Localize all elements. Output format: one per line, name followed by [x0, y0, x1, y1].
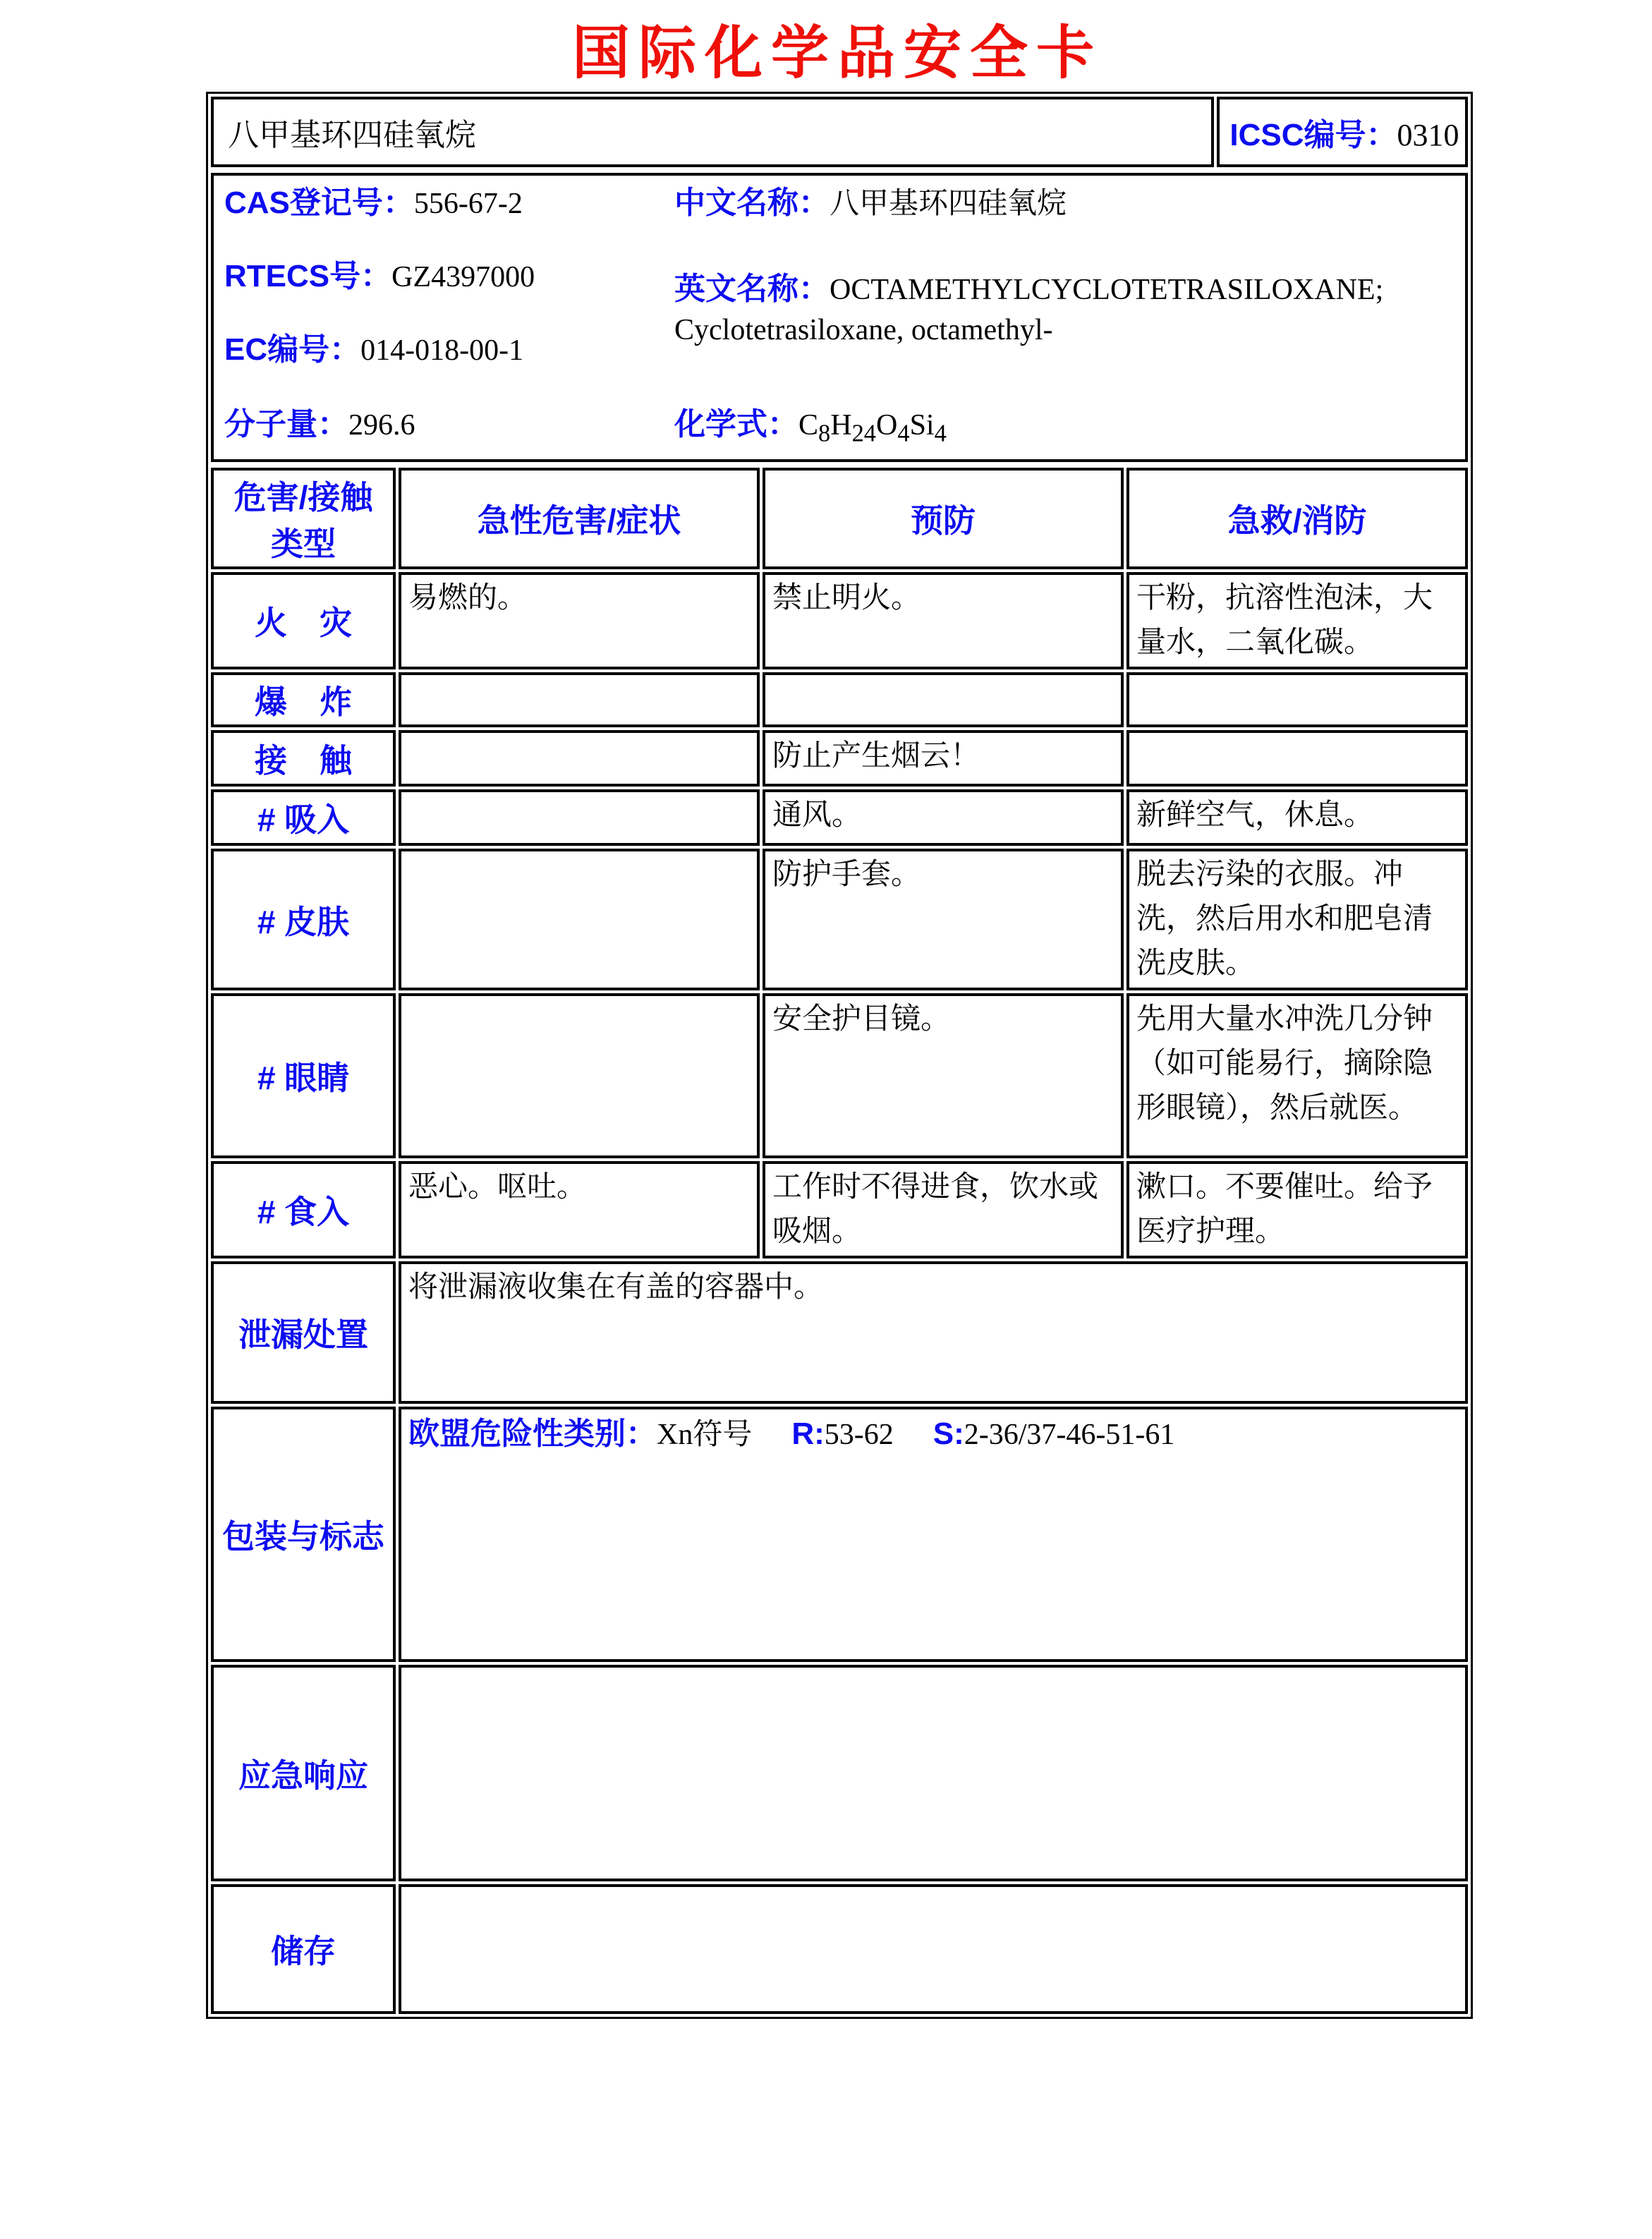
cell-ingestion-symptoms: 恶心。呕吐。: [399, 1161, 760, 1258]
header-row: [211, 97, 1468, 167]
molecular-weight-label: 分子量：: [224, 407, 348, 442]
hazard-row-inhalation: [211, 789, 1468, 846]
section-row-spillage: [211, 1261, 1468, 1404]
english-name-line: [674, 268, 1464, 350]
chemical-formula-label: 化学式：: [674, 407, 798, 442]
row-label-packaging: 包装与标志: [211, 1407, 396, 1662]
row-label-fire: 火 灾: [211, 572, 396, 669]
row-label-storage: 储存: [211, 1884, 396, 2014]
section-row-packaging: [211, 1407, 1468, 1662]
molecular-weight-line: [224, 403, 415, 446]
cell-contact-prevention: 防止产生烟云！: [763, 730, 1124, 787]
hazard-row-eyes: [211, 993, 1468, 1158]
cell-explosion-first_aid: [1126, 672, 1468, 727]
cas-label: CAS登记号：: [224, 186, 414, 220]
cas-value: 556-67-2: [413, 188, 523, 220]
hazard-row-skin: [211, 849, 1468, 990]
row-label-contact: 接 触: [211, 730, 396, 787]
identifiers-layout: [214, 176, 1464, 459]
cell-skin-first_aid: 脱去污染的衣服。冲洗，然后用水和肥皂清洗皮肤。: [1126, 849, 1468, 990]
header-table: [208, 94, 1471, 170]
cell-eyes-prevention: 安全护目镜。: [763, 993, 1124, 1158]
r-phrases-value: 53-62: [824, 1419, 894, 1451]
cell-fire-prevention: 禁止明火。: [763, 572, 1124, 669]
hazard-column-header-3: 急救/消防: [1126, 468, 1468, 569]
rtecs-label: RTECS号：: [224, 259, 392, 293]
cell-storage-content: [399, 1884, 1468, 2014]
eu-symbol-value: Xn符号: [657, 1419, 753, 1451]
hazard-header-row: [211, 468, 1468, 569]
cell-skin-symptoms: [399, 849, 760, 990]
section-row-emergency: [211, 1665, 1468, 1881]
icsc-number-label: ICSC编号：: [1229, 118, 1397, 152]
cell-fire-first_aid: 干粉，抗溶性泡沫，大量水，二氧化碳。: [1126, 572, 1468, 669]
hazard-table-body: [211, 468, 1468, 2014]
cell-skin-prevention: 防护手套。: [763, 849, 1124, 990]
cell-ingestion-prevention: 工作时不得进食，饮水或吸烟。: [763, 1161, 1124, 1258]
hazard-row-explosion: [211, 672, 1468, 727]
cell-fire-symptoms: 易燃的。: [399, 572, 760, 669]
cell-eyes-symptoms: [399, 993, 760, 1158]
icsc-number-value: 0310: [1397, 118, 1459, 152]
cell-inhalation-symptoms: [399, 789, 760, 846]
row-label-explosion: 爆 炸: [211, 672, 396, 727]
chinese-name-label: 中文名称：: [674, 186, 830, 220]
english-name-value: OCTAMETHYLCYCLOTETRASILOXANE; Cyclotetrasiloxane, octamethyl-: [674, 274, 1384, 346]
row-label-eyes: # 眼睛: [211, 993, 396, 1158]
hazard-column-header-1: 急性危害/症状: [399, 468, 760, 569]
english-name-label: 英文名称：: [674, 272, 830, 306]
cas-line: [224, 182, 523, 224]
cell-inhalation-first_aid: 新鲜空气，休息。: [1126, 789, 1468, 846]
hazard-row-contact: [211, 730, 1468, 787]
icsc-number-cell: [1217, 97, 1468, 167]
cell-contact-first_aid: [1126, 730, 1468, 787]
identifiers-cell: [211, 173, 1468, 462]
chemical-formula-value: $C_8H_{24}O_4Si_4$: [798, 409, 947, 447]
hazard-column-header-0: 危害/接触类型: [211, 468, 396, 569]
r-phrases-label: R:: [791, 1416, 825, 1451]
s-phrases-label: S:: [933, 1416, 964, 1451]
identifiers-row: [211, 173, 1468, 462]
rtecs-line: [224, 255, 535, 298]
row-label-spillage: 泄漏处置: [211, 1261, 396, 1404]
cell-ingestion-first_aid: 漱口。不要催吐。给予医疗护理。: [1126, 1161, 1468, 1258]
chemical-name: 八甲基环四硅氧烷: [228, 118, 476, 152]
ec-value: 014-018-00-1: [360, 334, 524, 367]
chinese-name-line: [674, 182, 1067, 224]
s-phrases-value: 2-36/37-46-51-61: [964, 1419, 1175, 1451]
molecular-weight-value: 296.6: [348, 409, 415, 442]
cell-eyes-first_aid: 先用大量水冲洗几分钟（如可能易行，摘除隐形眼镜），然后就医。: [1126, 993, 1468, 1158]
chinese-name-value: 八甲基环四硅氧烷: [830, 188, 1067, 220]
row-label-ingestion: # 食入: [211, 1161, 396, 1258]
chemical-name-cell: [211, 97, 1214, 167]
row-label-skin: # 皮肤: [211, 849, 396, 990]
ec-label: EC编号：: [224, 332, 361, 367]
page-title: 国际化学品安全卡: [571, 21, 1103, 85]
hazard-row-fire: [211, 572, 1468, 669]
cell-explosion-symptoms: [399, 672, 760, 727]
formula-line: [674, 403, 947, 446]
row-label-inhalation: # 吸入: [211, 789, 396, 846]
eu-classification-label: 欧盟危险性类别：: [408, 1416, 657, 1451]
cell-explosion-prevention: [763, 672, 1124, 727]
hazard-table: [208, 465, 1471, 2017]
hazard-row-ingestion: [211, 1161, 1468, 1258]
cell-spillage-content: 将泄漏液收集在有盖的容器中。: [399, 1261, 1468, 1404]
cell-inhalation-prevention: 通风。: [763, 789, 1124, 846]
cell-emergency-content: [399, 1665, 1468, 1881]
identifiers-table: [208, 170, 1471, 465]
cell-contact-symptoms: [399, 730, 760, 787]
ec-line: [224, 329, 523, 371]
section-row-storage: [211, 1884, 1468, 2014]
row-label-emergency: 应急响应: [211, 1665, 396, 1881]
icsc-card: [206, 92, 1473, 2019]
hazard-column-header-2: 预防: [763, 468, 1124, 569]
rtecs-value: GZ4397000: [391, 261, 535, 293]
cell-packaging-content: [399, 1407, 1468, 1662]
